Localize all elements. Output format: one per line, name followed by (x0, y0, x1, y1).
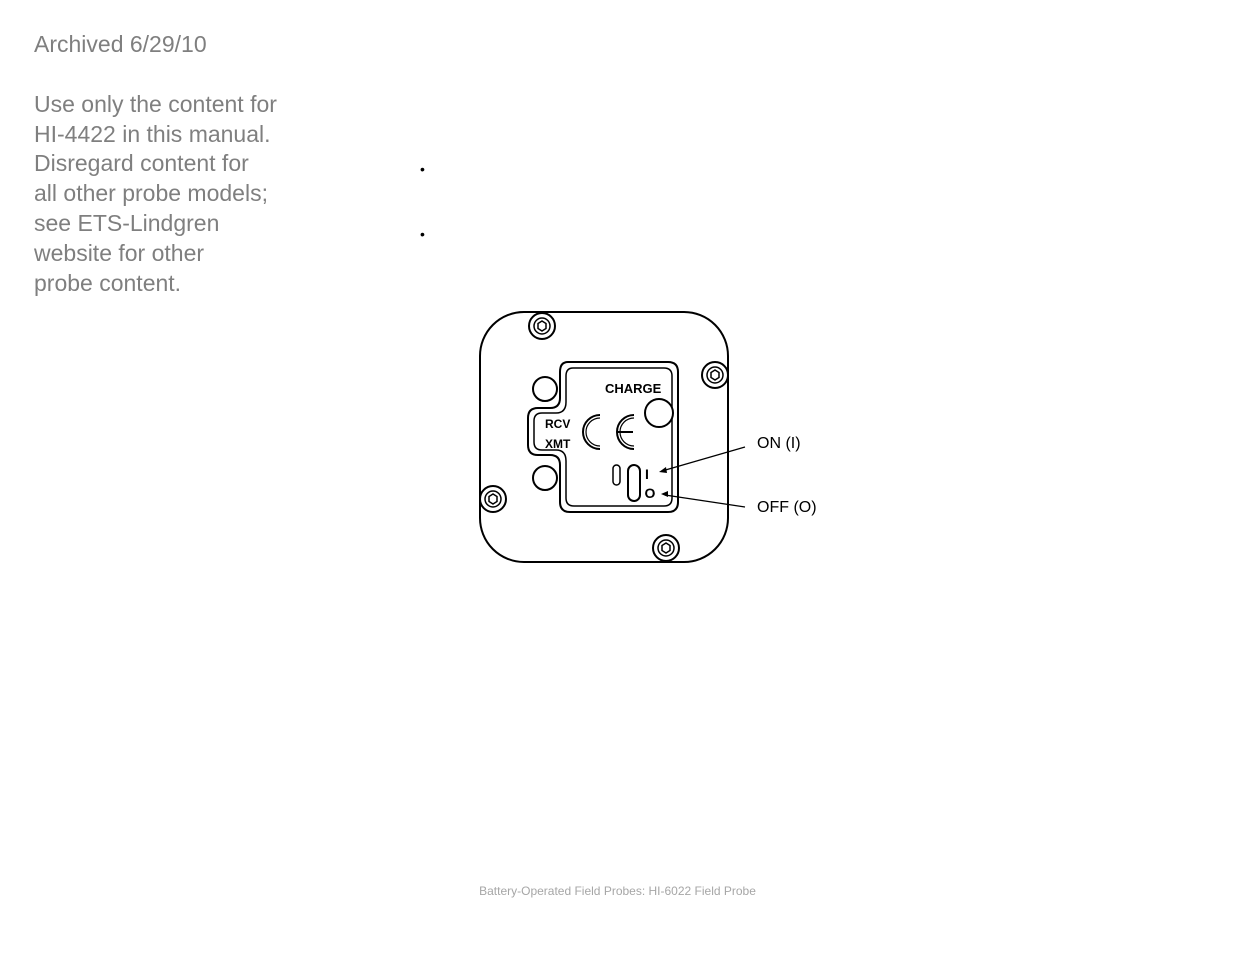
xmt-label: XMT (545, 437, 571, 451)
archive-note-line: Disregard content for (34, 150, 249, 177)
screw-icon (529, 313, 555, 339)
page-footer: Battery-Operated Field Probes: HI-6022 Field Probe (479, 884, 756, 898)
screw-icon (480, 486, 506, 512)
bullet-marker: • (420, 161, 425, 177)
archive-note (34, 30, 334, 298)
rcv-label: RCV (545, 417, 571, 431)
xmt-port-icon (533, 466, 557, 490)
archive-note-line: HI-4422 in this manual. (34, 120, 271, 147)
archive-note-line: see ETS-Lindgren (34, 209, 220, 236)
probe-diagram-svg (470, 305, 840, 570)
probe-switch-diagram (470, 305, 840, 570)
archive-date: Archived 6/29/10 (34, 31, 207, 57)
bullet-marker: • (420, 226, 425, 242)
power-switch-slot (628, 465, 640, 501)
charge-jack-icon (645, 399, 673, 427)
archive-note-line: Use only the content for (34, 90, 277, 117)
on-callout-label: ON (I) (757, 435, 801, 452)
archive-note-line: all other probe models; (34, 180, 268, 207)
charge-label: CHARGE (605, 381, 662, 396)
screw-icon (653, 535, 679, 561)
archive-note-line: website for other (34, 239, 205, 266)
rcv-port-icon (533, 377, 557, 401)
screw-icon (702, 362, 728, 388)
off-callout-label: OFF (O) (757, 499, 817, 516)
on-glyph: I (645, 466, 649, 482)
archive-note-line: probe content. (34, 269, 182, 296)
indicator-led-icon (613, 465, 620, 485)
off-glyph: O (644, 485, 656, 501)
